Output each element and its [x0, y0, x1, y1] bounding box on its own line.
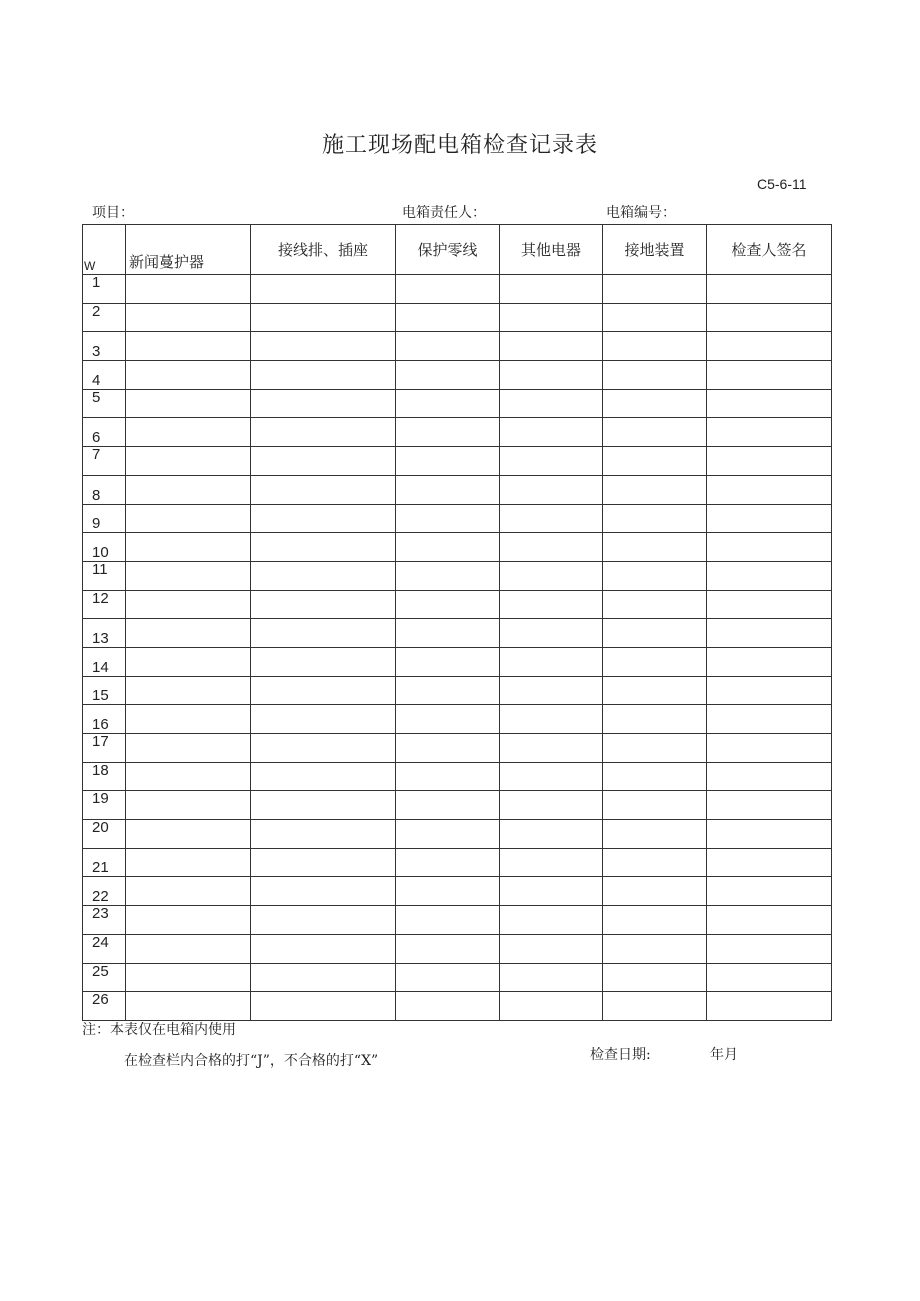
check-cell[interactable] [251, 447, 396, 476]
check-cell[interactable] [251, 791, 396, 820]
check-cell[interactable] [251, 590, 396, 619]
row-number: 24 [83, 934, 126, 963]
table-row [83, 389, 832, 418]
column-header-protective-neutral: 保护零线 [396, 225, 500, 275]
table-row [83, 848, 832, 877]
check-cell[interactable] [126, 533, 251, 562]
check-cell[interactable] [707, 361, 832, 390]
check-cell[interactable] [707, 647, 832, 676]
check-cell[interactable] [126, 676, 251, 705]
check-cell[interactable] [251, 734, 396, 763]
check-cell[interactable] [396, 820, 500, 849]
check-cell[interactable] [126, 647, 251, 676]
row-number: 9 [83, 504, 126, 533]
check-cell[interactable] [396, 734, 500, 763]
table-row [83, 475, 832, 504]
column-header-number: W [83, 225, 126, 275]
check-cell[interactable] [603, 791, 707, 820]
check-cell[interactable] [251, 906, 396, 935]
check-cell[interactable] [126, 848, 251, 877]
table-row [83, 447, 832, 476]
check-cell[interactable] [396, 361, 500, 390]
check-cell[interactable] [500, 647, 603, 676]
check-cell[interactable] [251, 332, 396, 361]
row-number: 8 [83, 475, 126, 504]
table-row [83, 590, 832, 619]
check-cell[interactable] [500, 590, 603, 619]
check-cell[interactable] [707, 877, 832, 906]
check-cell[interactable] [126, 705, 251, 734]
check-cell[interactable] [603, 963, 707, 992]
check-cell[interactable] [707, 676, 832, 705]
check-cell[interactable] [396, 533, 500, 562]
row-number: 23 [83, 906, 126, 935]
check-cell[interactable] [251, 705, 396, 734]
check-cell[interactable] [396, 762, 500, 791]
check-cell[interactable] [126, 734, 251, 763]
check-cell[interactable] [707, 705, 832, 734]
table-row [83, 906, 832, 935]
check-cell[interactable] [603, 877, 707, 906]
check-cell[interactable] [251, 275, 396, 304]
check-cell[interactable] [126, 475, 251, 504]
check-cell[interactable] [500, 447, 603, 476]
check-cell[interactable] [707, 791, 832, 820]
check-cell[interactable] [251, 934, 396, 963]
table-row [83, 561, 832, 590]
check-cell[interactable] [396, 963, 500, 992]
check-cell[interactable] [251, 361, 396, 390]
check-cell[interactable] [603, 934, 707, 963]
check-cell[interactable] [396, 332, 500, 361]
check-cell[interactable] [500, 619, 603, 648]
row-number: 18 [83, 762, 126, 791]
check-cell[interactable] [500, 361, 603, 390]
row-number: 11 [83, 561, 126, 590]
check-cell[interactable] [500, 762, 603, 791]
check-cell[interactable] [603, 447, 707, 476]
check-cell[interactable] [500, 848, 603, 877]
table-row [83, 418, 832, 447]
check-cell[interactable] [603, 361, 707, 390]
check-cell[interactable] [500, 934, 603, 963]
row-number: 21 [83, 848, 126, 877]
check-cell[interactable] [251, 762, 396, 791]
table-row [83, 705, 832, 734]
check-cell[interactable] [126, 332, 251, 361]
check-cell[interactable] [126, 820, 251, 849]
table-row [83, 820, 832, 849]
check-cell[interactable] [126, 561, 251, 590]
table-row [83, 877, 832, 906]
check-cell[interactable] [707, 762, 832, 791]
check-cell[interactable] [396, 389, 500, 418]
check-cell[interactable] [396, 303, 500, 332]
check-cell[interactable] [707, 504, 832, 533]
check-cell[interactable] [500, 820, 603, 849]
check-cell[interactable] [603, 389, 707, 418]
check-cell[interactable] [707, 389, 832, 418]
check-cell[interactable] [603, 848, 707, 877]
check-cell[interactable] [603, 303, 707, 332]
table-row [83, 992, 832, 1021]
check-cell[interactable] [126, 963, 251, 992]
row-number: 7 [83, 447, 126, 476]
check-cell[interactable] [396, 877, 500, 906]
row-number: 12 [83, 590, 126, 619]
box-owner-label: 电箱责任人： [402, 205, 486, 221]
check-cell[interactable] [603, 504, 707, 533]
check-cell[interactable] [396, 705, 500, 734]
check-cell[interactable] [126, 877, 251, 906]
inspection-date-label: 检查日期: [590, 1047, 651, 1063]
check-cell[interactable] [396, 992, 500, 1021]
row-number: 3 [83, 332, 126, 361]
row-number: 17 [83, 734, 126, 763]
check-cell[interactable] [500, 332, 603, 361]
check-cell[interactable] [707, 820, 832, 849]
table-row [83, 734, 832, 763]
check-cell[interactable] [126, 762, 251, 791]
table-row [83, 619, 832, 648]
check-cell[interactable] [251, 619, 396, 648]
table-row [83, 647, 832, 676]
check-cell[interactable] [603, 533, 707, 562]
row-number: 15 [83, 676, 126, 705]
table-row [83, 361, 832, 390]
table-row [83, 332, 832, 361]
table-row [83, 762, 832, 791]
check-cell[interactable] [126, 590, 251, 619]
project-label: 项目： [92, 205, 134, 221]
row-number: 13 [83, 619, 126, 648]
check-cell[interactable] [603, 734, 707, 763]
check-cell[interactable] [707, 992, 832, 1021]
check-cell[interactable] [126, 504, 251, 533]
check-cell[interactable] [251, 963, 396, 992]
row-number: 6 [83, 418, 126, 447]
check-cell[interactable] [396, 619, 500, 648]
row-number: 26 [83, 992, 126, 1021]
check-cell[interactable] [126, 303, 251, 332]
check-cell[interactable] [126, 275, 251, 304]
check-cell[interactable] [707, 332, 832, 361]
check-cell[interactable] [396, 475, 500, 504]
check-cell[interactable] [707, 619, 832, 648]
row-number: 2 [83, 303, 126, 332]
page-title: 施工现场配电箱检查记录表 [321, 133, 598, 158]
check-cell[interactable] [396, 504, 500, 533]
row-number: 10 [83, 533, 126, 562]
inspection-table [82, 224, 832, 1021]
check-cell[interactable] [603, 561, 707, 590]
check-cell[interactable] [603, 418, 707, 447]
check-cell[interactable] [707, 418, 832, 447]
row-number: 5 [83, 389, 126, 418]
check-cell[interactable] [500, 561, 603, 590]
check-cell[interactable] [603, 820, 707, 849]
check-cell[interactable] [603, 676, 707, 705]
table-row [83, 275, 832, 304]
check-cell[interactable] [500, 475, 603, 504]
check-cell[interactable] [707, 447, 832, 476]
check-cell[interactable] [500, 992, 603, 1021]
check-cell[interactable] [500, 705, 603, 734]
check-cell[interactable] [500, 533, 603, 562]
check-cell[interactable] [500, 676, 603, 705]
check-cell[interactable] [707, 848, 832, 877]
check-cell[interactable] [707, 963, 832, 992]
check-cell[interactable] [126, 619, 251, 648]
check-cell[interactable] [603, 647, 707, 676]
check-cell[interactable] [126, 418, 251, 447]
check-cell[interactable] [251, 475, 396, 504]
check-cell[interactable] [396, 561, 500, 590]
row-number: 19 [83, 791, 126, 820]
check-cell[interactable] [396, 791, 500, 820]
box-number-label: 电箱编号： [606, 205, 676, 221]
check-cell[interactable] [396, 934, 500, 963]
column-header-inspector-signature: 检查人签名 [707, 225, 832, 275]
check-cell[interactable] [126, 906, 251, 935]
column-header-breaker: 新闻蔓护器 [126, 225, 251, 275]
year-month-label: 年月 [710, 1047, 738, 1063]
check-cell[interactable] [251, 389, 396, 418]
check-cell[interactable] [500, 906, 603, 935]
column-header-grounding: 接地装置 [603, 225, 707, 275]
check-cell[interactable] [603, 332, 707, 361]
check-cell[interactable] [396, 275, 500, 304]
check-cell[interactable] [251, 647, 396, 676]
check-cell[interactable] [500, 877, 603, 906]
check-cell[interactable] [603, 762, 707, 791]
check-cell[interactable] [707, 303, 832, 332]
check-cell[interactable] [500, 303, 603, 332]
row-number: 14 [83, 647, 126, 676]
check-cell[interactable] [707, 734, 832, 763]
check-cell[interactable] [126, 389, 251, 418]
check-cell[interactable] [603, 992, 707, 1021]
check-cell[interactable] [251, 418, 396, 447]
column-header-terminal-socket: 接线排、插座 [251, 225, 396, 275]
note-usage: 注：本表仅在电箱内使用 [82, 1022, 236, 1038]
check-cell[interactable] [707, 561, 832, 590]
check-cell[interactable] [251, 533, 396, 562]
table-row [83, 676, 832, 705]
check-cell[interactable] [603, 619, 707, 648]
check-cell[interactable] [396, 418, 500, 447]
note-marking-rule: 在检查栏内合格的打“J”，不合格的打“X” [124, 1053, 379, 1069]
table-row [83, 934, 832, 963]
column-header-other-devices: 其他电器 [500, 225, 603, 275]
check-cell[interactable] [126, 992, 251, 1021]
row-number: 20 [83, 820, 126, 849]
check-cell[interactable] [396, 590, 500, 619]
check-cell[interactable] [603, 475, 707, 504]
check-cell[interactable] [500, 418, 603, 447]
check-cell[interactable] [500, 963, 603, 992]
row-number: 1 [83, 275, 126, 304]
check-cell[interactable] [500, 504, 603, 533]
row-number: 25 [83, 963, 126, 992]
table-row [83, 303, 832, 332]
check-cell[interactable] [251, 848, 396, 877]
table-row [83, 533, 832, 562]
table-header-row [83, 225, 832, 275]
check-cell[interactable] [396, 848, 500, 877]
table-row [83, 791, 832, 820]
check-cell[interactable] [500, 275, 603, 304]
check-cell[interactable] [251, 676, 396, 705]
check-cell[interactable] [603, 590, 707, 619]
check-cell[interactable] [707, 475, 832, 504]
row-number: 4 [83, 361, 126, 390]
table-row [83, 504, 832, 533]
check-cell[interactable] [251, 504, 396, 533]
check-cell[interactable] [126, 791, 251, 820]
check-cell[interactable] [603, 906, 707, 935]
check-cell[interactable] [603, 705, 707, 734]
check-cell[interactable] [126, 447, 251, 476]
form-code: C5-6-11 [757, 176, 807, 192]
check-cell[interactable] [396, 647, 500, 676]
check-cell[interactable] [251, 820, 396, 849]
check-cell[interactable] [251, 992, 396, 1021]
check-cell[interactable] [251, 561, 396, 590]
check-cell[interactable] [126, 361, 251, 390]
check-cell[interactable] [396, 906, 500, 935]
check-cell[interactable] [707, 590, 832, 619]
check-cell[interactable] [500, 389, 603, 418]
check-cell[interactable] [500, 791, 603, 820]
check-cell[interactable] [126, 934, 251, 963]
check-cell[interactable] [396, 447, 500, 476]
check-cell[interactable] [500, 734, 603, 763]
check-cell[interactable] [251, 877, 396, 906]
table-row [83, 963, 832, 992]
check-cell[interactable] [603, 275, 707, 304]
check-cell[interactable] [707, 275, 832, 304]
row-number: 16 [83, 705, 126, 734]
row-number: 22 [83, 877, 126, 906]
check-cell[interactable] [707, 533, 832, 562]
check-cell[interactable] [251, 303, 396, 332]
check-cell[interactable] [707, 906, 832, 935]
check-cell[interactable] [707, 934, 832, 963]
check-cell[interactable] [396, 676, 500, 705]
